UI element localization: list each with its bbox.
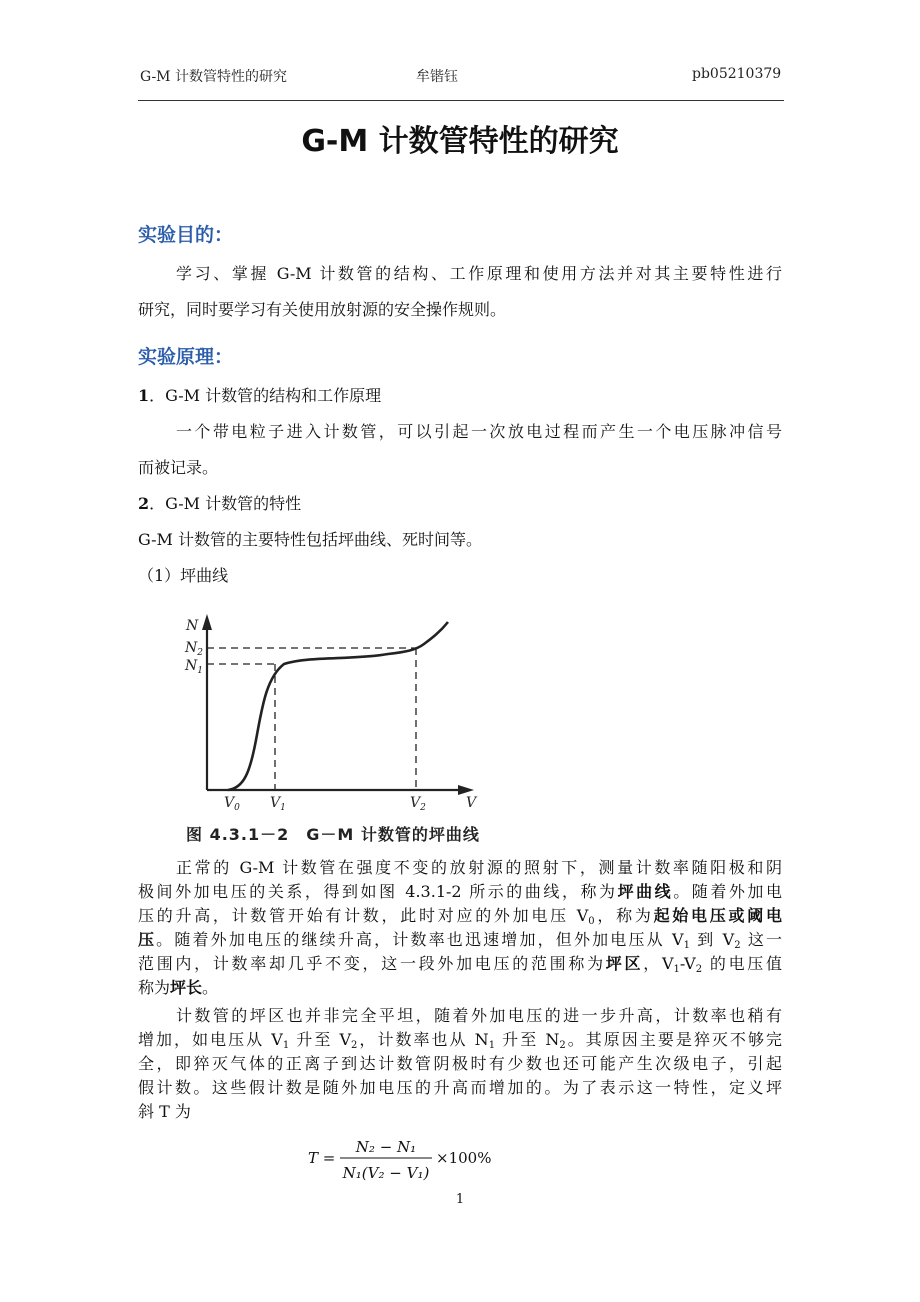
item-1-number: 1 <box>138 386 150 405</box>
para1-line-2: 极间外加电压的关系，得到如图 4.3.1-2 所示的曲线，称为坪曲线。随着外加电 <box>138 882 782 901</box>
para2-line-5: 斜 T 为 <box>138 1102 191 1121</box>
para1-line-5: 范围内，计数率却几乎不变，这一段外加电压的范围称为坪区，$V_1-V_2$ 的电压值 <box>138 954 782 975</box>
para1-line-3: 压的升高，计数管开始有计数，此时对应的外加电压 $V_0$，称为起始电压或阈电 <box>138 906 782 927</box>
y-axis-arrow <box>202 614 212 630</box>
n2-label: $N_2$ <box>185 640 203 658</box>
item-2-number: 2 <box>138 494 150 513</box>
para2-line-4: 假计数。这些假计数是随外加电压的升高而增加的。为了表示这一特性，定义坪 <box>138 1078 782 1097</box>
term-threshold-voltage: 起始电压或阈电 <box>653 906 782 925</box>
purpose-line-2: 研究，同时要学习有关使用放射源的安全操作规则。 <box>138 300 507 319</box>
plateau-slope-formula <box>300 1132 520 1184</box>
y-axis-label: N <box>186 618 199 634</box>
x-axis-label: V <box>466 795 477 811</box>
v0-label: $V_0$ <box>224 795 240 813</box>
x-axis-arrow <box>458 785 474 795</box>
purpose-line-1: 学习、掌握 G-M 计数管的结构、工作原理和使用方法并对其主要特性进行 <box>176 264 782 283</box>
para2-line-3: 全，即猝灭气体的正离子到达计数管阴极时有少数也还可能产生次级电子，引起 <box>138 1054 782 1073</box>
para2-line-1: 计数管的坪区也并非完全平坦，随着外加电压的进一步升高，计数率也稍有 <box>176 1006 782 1025</box>
item-2-intro: G-M 计数管的主要特性包括坪曲线、死时间等。 <box>138 530 482 549</box>
item-2-title: G-M 计数管的特性 <box>165 494 302 513</box>
v1-label: $V_1$ <box>270 795 286 813</box>
item-2-heading: 2．G-M 计数管的特性 <box>138 494 302 513</box>
page-number: 1 <box>455 1192 465 1207</box>
header-center: 牟锴钰 <box>416 69 458 85</box>
para1-line-1: 正常的 G-M 计数管在强度不变的放射源的照射下，测量计数率随阳极和阴 <box>176 858 782 877</box>
figure-caption: 图 4.3.1－2 G－M 计数管的坪曲线 <box>186 825 480 844</box>
section-heading-principle: 实验原理： <box>138 346 234 368</box>
n1-label: $N_1$ <box>185 658 203 676</box>
para2-line-2: 增加，如电压从 $V_1$ 升至 $V_2$，计数率也从 $N_1$ 升至 $N_2$。其原因主要是猝灭不够完 <box>138 1030 782 1051</box>
item-1-title: G-M 计数管的结构和工作原理 <box>165 386 382 405</box>
section-heading-purpose: 实验目的： <box>138 224 234 246</box>
item-1-line-2: 而被记录。 <box>138 458 219 477</box>
item-1-line-1: 一个带电粒子进入计数管，可以引起一次放电过程而产生一个电压脉冲信号 <box>176 422 782 441</box>
formula-denominator: N₁(V₂ − V₁) <box>342 1164 430 1182</box>
term-plateau-region: 坪区 <box>605 954 644 973</box>
plateau-curve <box>228 622 448 790</box>
formula-numerator: N₂ − N₁ <box>355 1138 417 1156</box>
para1-line-4: 压。随着外加电压的继续升高，计数率也迅速增加，但外加电压从 $V_1$ 到 $V_2$ 这一 <box>138 930 782 951</box>
formula-lhs: T = <box>308 1149 336 1167</box>
para1-line-6: 称为坪长。 <box>138 978 219 997</box>
header-rule <box>138 100 784 101</box>
formula-rhs: ×100% <box>436 1149 492 1167</box>
term-plateau-curve: 坪曲线 <box>617 882 674 901</box>
header-left: G-M 计数管特性的研究 <box>140 69 287 85</box>
page-title: G-M 计数管特性的研究 <box>301 124 619 159</box>
item-1-heading: 1．G-M 计数管的结构和工作原理 <box>138 386 382 405</box>
plateau-curve-figure <box>178 612 488 814</box>
header-right: pb05210379 <box>692 66 782 82</box>
v2-label: $V_2$ <box>410 795 426 813</box>
item-2-sub-1: （1）坪曲线 <box>138 566 229 585</box>
term-plateau-length: 坪长 <box>170 978 203 997</box>
